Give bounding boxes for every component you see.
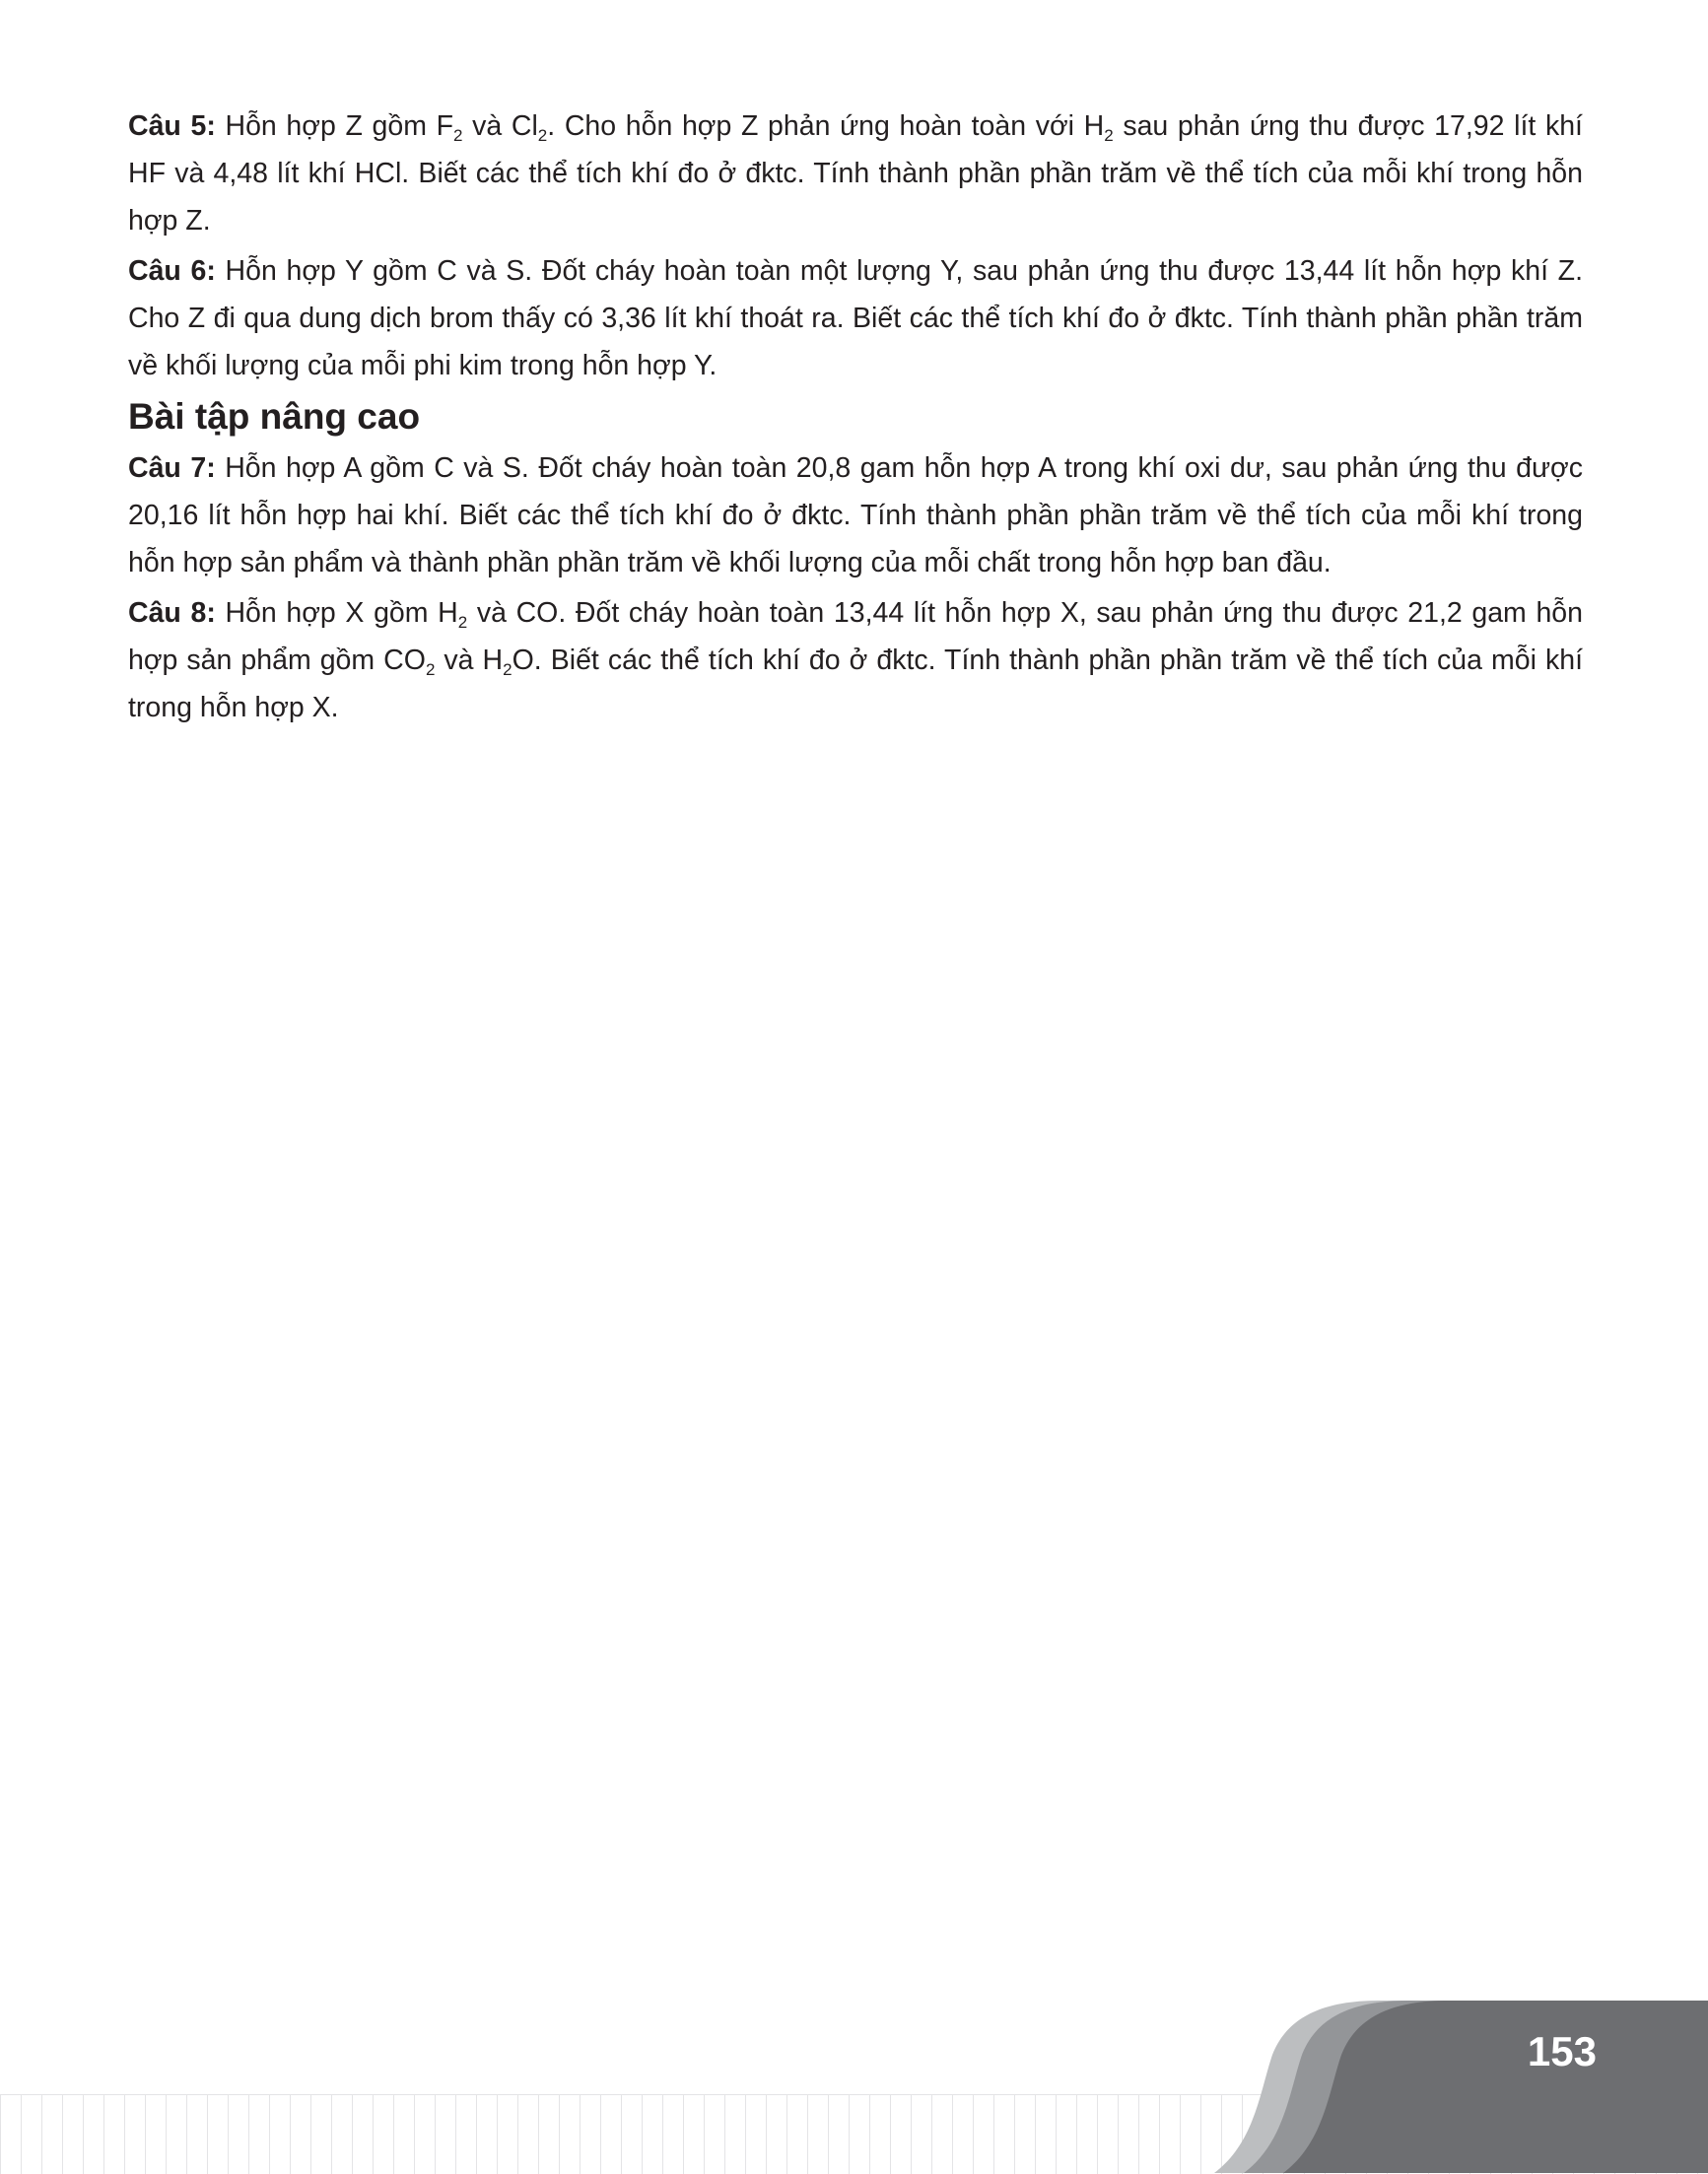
subscript: 2 — [1104, 125, 1114, 145]
section-title: Bài tập nâng cao — [128, 396, 421, 437]
question-label: Câu 5: — [128, 110, 216, 142]
question-text: và H — [435, 645, 504, 676]
subscript: 2 — [453, 125, 463, 145]
question-label: Câu 6: — [128, 255, 216, 287]
question-text: . Cho hỗn hợp Z phản ứng hoàn toàn với H — [547, 110, 1105, 142]
question-label: Câu 7: — [128, 452, 216, 484]
subscript: 2 — [425, 659, 436, 679]
subscript: 2 — [537, 125, 548, 145]
question-label: Câu 8: — [128, 597, 216, 629]
question-text: Hỗn hợp X gồm H — [215, 597, 458, 629]
question-text: O. Biết các thể tích khí đo ở đktc. Tính thành phần phần trăm về thể tích của mỗi khí trong hỗn hợp X. — [128, 645, 1584, 723]
question-text: và CO. Đốt cháy hoàn toàn 13,44 lít hỗn hợp X, sau phản ứng thu được 21,2 gam hỗn hợp sản phẩm gồm CO — [128, 597, 1583, 676]
subscript: 2 — [503, 659, 512, 679]
question-text: Hỗn hợp A gồm C và S. Đốt cháy hoàn toàn 20,8 gam hỗn hợp A trong khí oxi dư, sau phản ứng thu được 20,16 lít hỗn hợp hai khí. Biết các thể tích khí đo ở đktc. Tính thành phần phần trăm về thể tích của mỗi khí trong hỗn hợp sản phẩm và thành phần phần trăm về khối lượng của mỗi chất trong hỗn hợp ban đầu. — [128, 452, 1583, 578]
page-number: 153 — [1527, 2028, 1597, 2074]
question-text: Hỗn hợp Y gồm C và S. Đốt cháy hoàn toàn một lượng Y, sau phản ứng thu được 13,44 lít hỗn hợp khí Z. Cho Z đi qua dung dịch brom thấy có 3,36 lít khí thoát ra. Biết các thể tích khí đo ở đktc. Tính thành phần phần trăm về khối lượng của mỗi phi kim trong hỗn hợp Y. — [128, 255, 1583, 381]
question-text: và Cl — [462, 110, 538, 142]
subscript: 2 — [457, 612, 468, 632]
question-text: Hỗn hợp Z gồm F — [215, 110, 454, 142]
question-text: sau phản ứng thu được 17,92 lít khí HF và 4,48 lít khí HCl. Biết các thể tích khí đo ở đktc. Tính thành phần phần trăm về thể tích của mỗi khí trong hỗn hợp Z. — [128, 110, 1583, 237]
